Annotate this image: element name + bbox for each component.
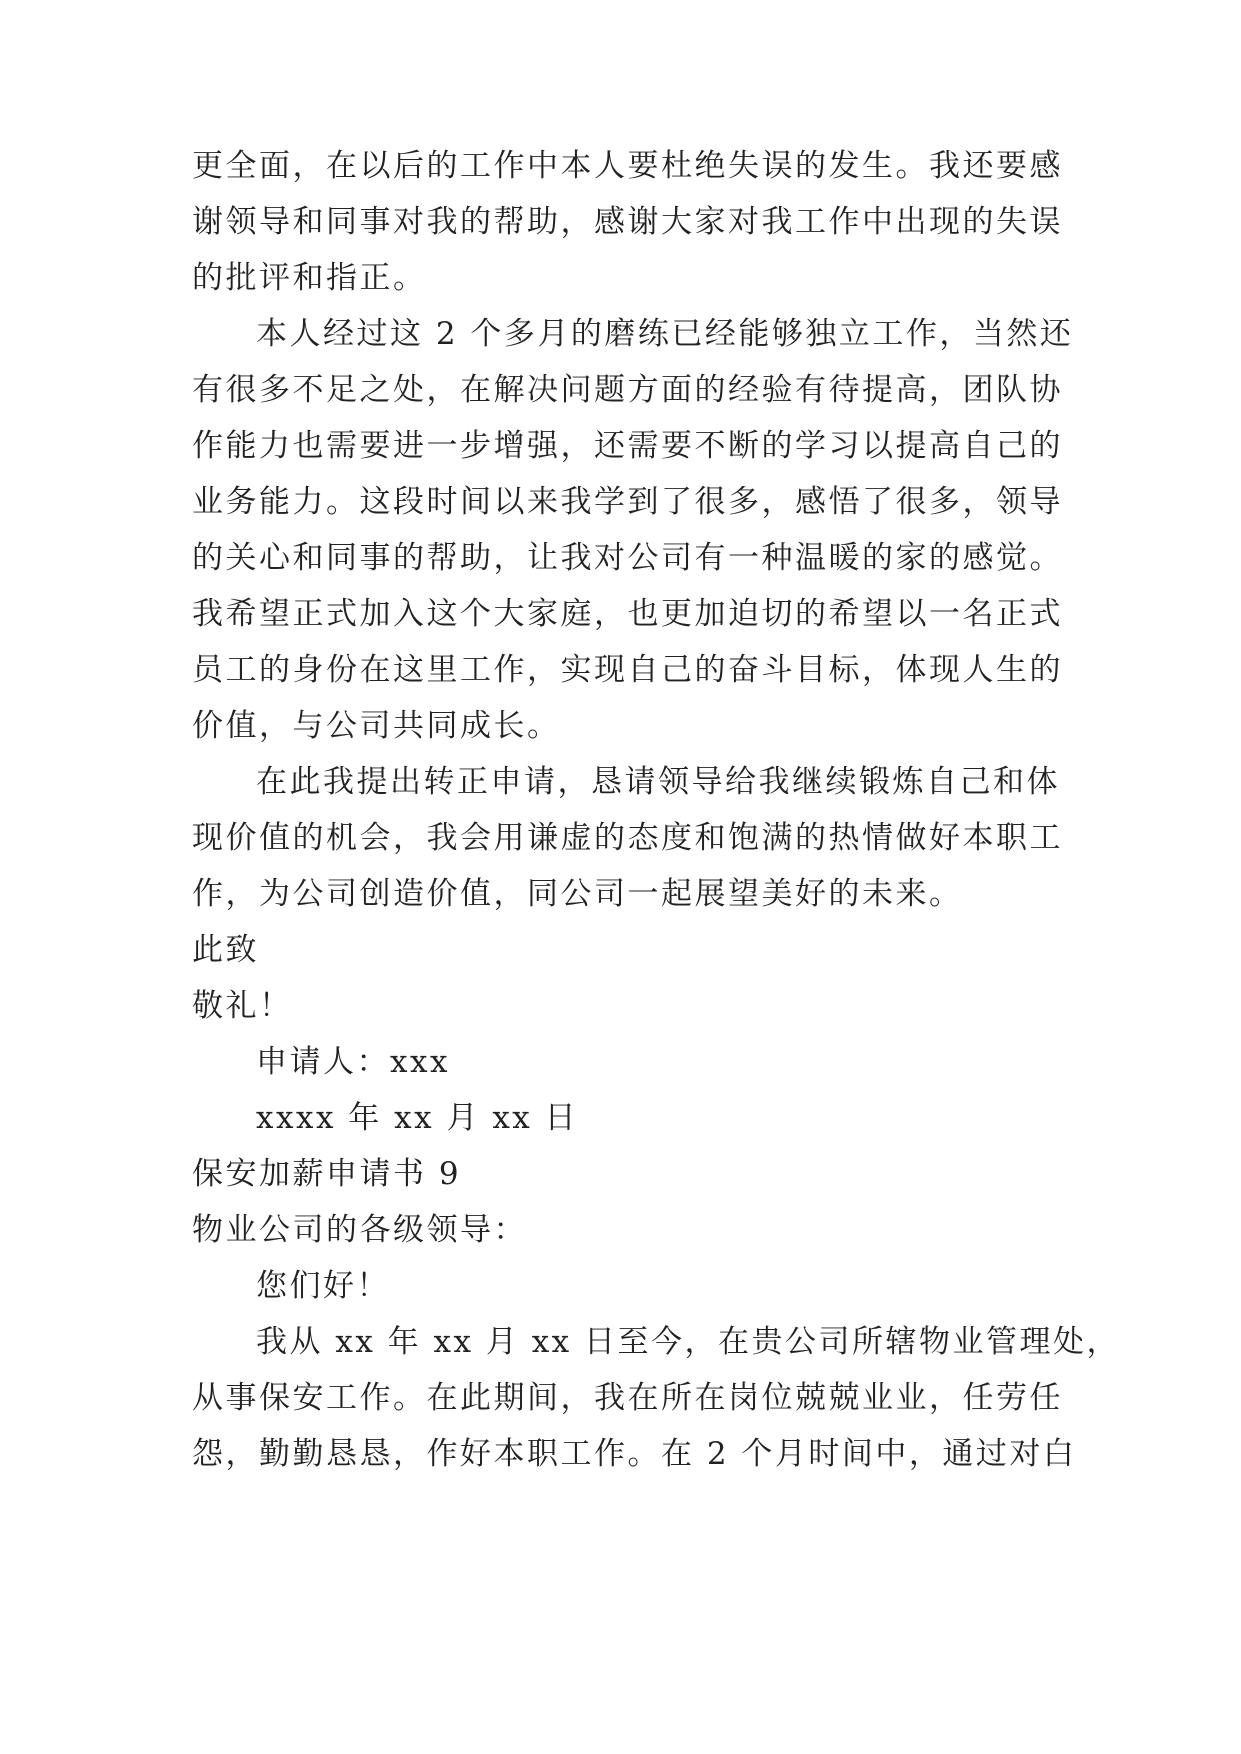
closing-to: 此致 [192, 932, 259, 968]
paragraph-line: 更全面，在以后的工作中本人要杜绝失误的发生。我还要感 [192, 148, 1063, 184]
paragraph-line: 从事保安工作。在此期间，我在所在岗位兢兢业业，任劳任 [192, 1380, 1063, 1416]
paragraph-line: 怨，勤勤恳恳，作好本职工作。在 2 个月时间中，通过对白 [192, 1436, 1077, 1472]
paragraph-line: 的批评和指正。 [192, 260, 427, 296]
paragraph-line: 业务能力。这段时间以来我学到了很多，感悟了很多，领导 [192, 484, 1063, 520]
paragraph-line: 在此我提出转正申请，恳请领导给我继续锻炼自己和体 [256, 764, 1060, 800]
addressee: 物业公司的各级领导： [192, 1212, 527, 1248]
paragraph-line: 价值，与公司共同成长。 [192, 708, 561, 744]
paragraph-line: 有很多不足之处，在解决问题方面的经验有待提高，团队协 [192, 372, 1063, 408]
section-title: 保安加薪申请书 9 [192, 1156, 462, 1192]
paragraph-line: 我从 xx 年 xx 月 xx 日至今，在贵公司所辖物业管理处， [256, 1324, 1121, 1360]
paragraph-line: 员工的身份在这里工作，实现自己的奋斗目标，体现人生的 [192, 652, 1063, 688]
paragraph-line: 的关心和同事的帮助，让我对公司有一种温暖的家的感觉。 [192, 540, 1063, 576]
paragraph-line: 我希望正式加入这个大家庭，也更加迫切的希望以一名正式 [192, 596, 1063, 632]
applicant-name: 申请人：xxx [256, 1044, 450, 1080]
paragraph-line: 本人经过这 2 个多月的磨练已经能够独立工作，当然还 [256, 316, 1074, 352]
paragraph-line: 作能力也需要进一步增强，还需要不断的学习以提高自己的 [192, 428, 1063, 464]
closing-salute: 敬礼！ [192, 988, 293, 1024]
paragraph-line: 现价值的机会，我会用谦虚的态度和饱满的热情做好本职工 [192, 820, 1063, 856]
greeting: 您们好！ [256, 1268, 390, 1304]
paragraph-line: 作，为公司创造价值，同公司一起展望美好的未来。 [192, 876, 963, 912]
application-date: xxxx 年 xx 月 xx 日 [256, 1100, 579, 1136]
paragraph-line: 谢领导和同事对我的帮助，感谢大家对我工作中出现的失误 [192, 204, 1063, 240]
